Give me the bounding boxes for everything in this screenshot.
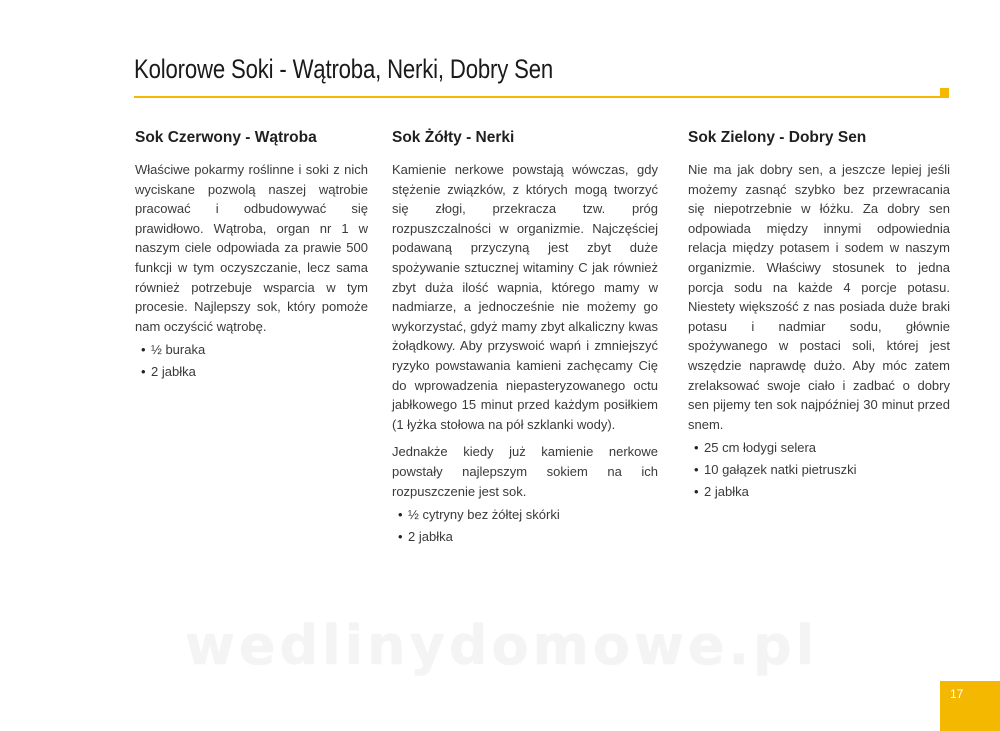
ingredient-list	[392, 504, 658, 548]
bullet-icon: •	[694, 484, 699, 500]
bullet-icon: •	[694, 462, 699, 478]
ingredient-item: • ½ cytryny bez żółtej skórki	[398, 504, 658, 526]
ingredient-list	[688, 437, 950, 503]
section-paragraph: Jednakże kiedy już kamienie nerkowe powstały najlepszym sokiem na ich rozpuszczenie jest sok.	[392, 444, 658, 499]
section-paragraph: Kamienie nerkowe powstają wówczas, gdy stężenie związków, z których mogą tworzyć się złogi, przekracza tzw. próg rozpuszczalności w organizmie. Najczęściej podawaną przyczyną jest zbyt duże spożywanie sztucznej witaminy C jak również zbyt duża ilość wapnia, którego mamy w nadmiarze, a jednocześnie nie możemy go wykorzystać, gdyż mamy zbyt alkaliczny kwas żołądkowy. Aby przyswoić wapń i zmniejszyć ryzyko powstawania kamieni zachęcamy Cię do wprowadzenia niepasteryzowanego octu jabłkowego 15 minut przed każdym posiłkiem (1 łyżka stołowa na pół szklanki wody).	[392, 162, 658, 432]
bullet-icon: •	[398, 529, 403, 545]
section-heading: Sok Żółty - Nerki	[392, 129, 515, 146]
bullet-icon: •	[141, 342, 146, 358]
section-paragraph: Właściwe pokarmy roślinne i soki z nich wyciskane pozwolą naszej wątrobie pracować i odbudowywać się prawidłowo. Wątroba, organ nr 1 w naszym ciele odpowiada za prawie 500 funkcji w tym oczyszczanie, lecz sama również potrzebuje wsparcia w tym procesie. Najlepszy sok, który pomoże nam oczyścić wątrobę.	[135, 162, 368, 334]
watermark: wedlinydomowe.pl	[185, 614, 819, 677]
section-paragraph: Nie ma jak dobry sen, a jeszcze lepiej jeśli możemy zasnąć szybko bez przewracania się niepotrzebnie w łóżku. Za dobry sen odpowiada między innymi odpowiednia relacja między potasem i sodem w naszym organizmie. Właściwy stosunek to jedna porcja sodu na każde 4 porcje potasu. Niestety większość z nas posiada duże braki potasu i nadmiar sodu, głównie spożywanego w postaci soli, której jest wszędzie naprawdę dużo. Aby móc zatem zrelaksować swoje ciało i zadbać o dobry sen pijemy ten sok najpóźniej 30 minut przed snem.	[688, 162, 950, 432]
ingredient-item: • 10 gałązek natki pietruszki	[694, 459, 950, 481]
juice-section-green	[688, 127, 950, 503]
section-heading: Sok Zielony - Dobry Sen	[688, 129, 867, 146]
juice-section-yellow	[392, 127, 658, 548]
ingredient-item: • ½ buraka	[141, 339, 368, 361]
bullet-icon: •	[398, 507, 403, 523]
ingredient-item: • 2 jabłka	[398, 526, 658, 548]
juice-section-red	[135, 127, 368, 383]
bullet-icon: •	[141, 364, 146, 380]
title-underline	[134, 96, 941, 98]
title-accent-square	[940, 88, 949, 98]
section-heading: Sok Czerwony - Wątroba	[135, 129, 317, 146]
bullet-icon: •	[694, 440, 699, 456]
ingredient-list	[135, 339, 368, 383]
page-number: 17	[950, 687, 964, 701]
ingredient-item: • 2 jabłka	[141, 361, 368, 383]
ingredient-item: • 25 cm łodygi selera	[694, 437, 950, 459]
page-number-tab	[940, 681, 1000, 731]
page-title: Kolorowe Soki - Wątroba, Nerki, Dobry Sen	[134, 54, 554, 84]
ingredient-item: • 2 jabłka	[694, 481, 950, 503]
